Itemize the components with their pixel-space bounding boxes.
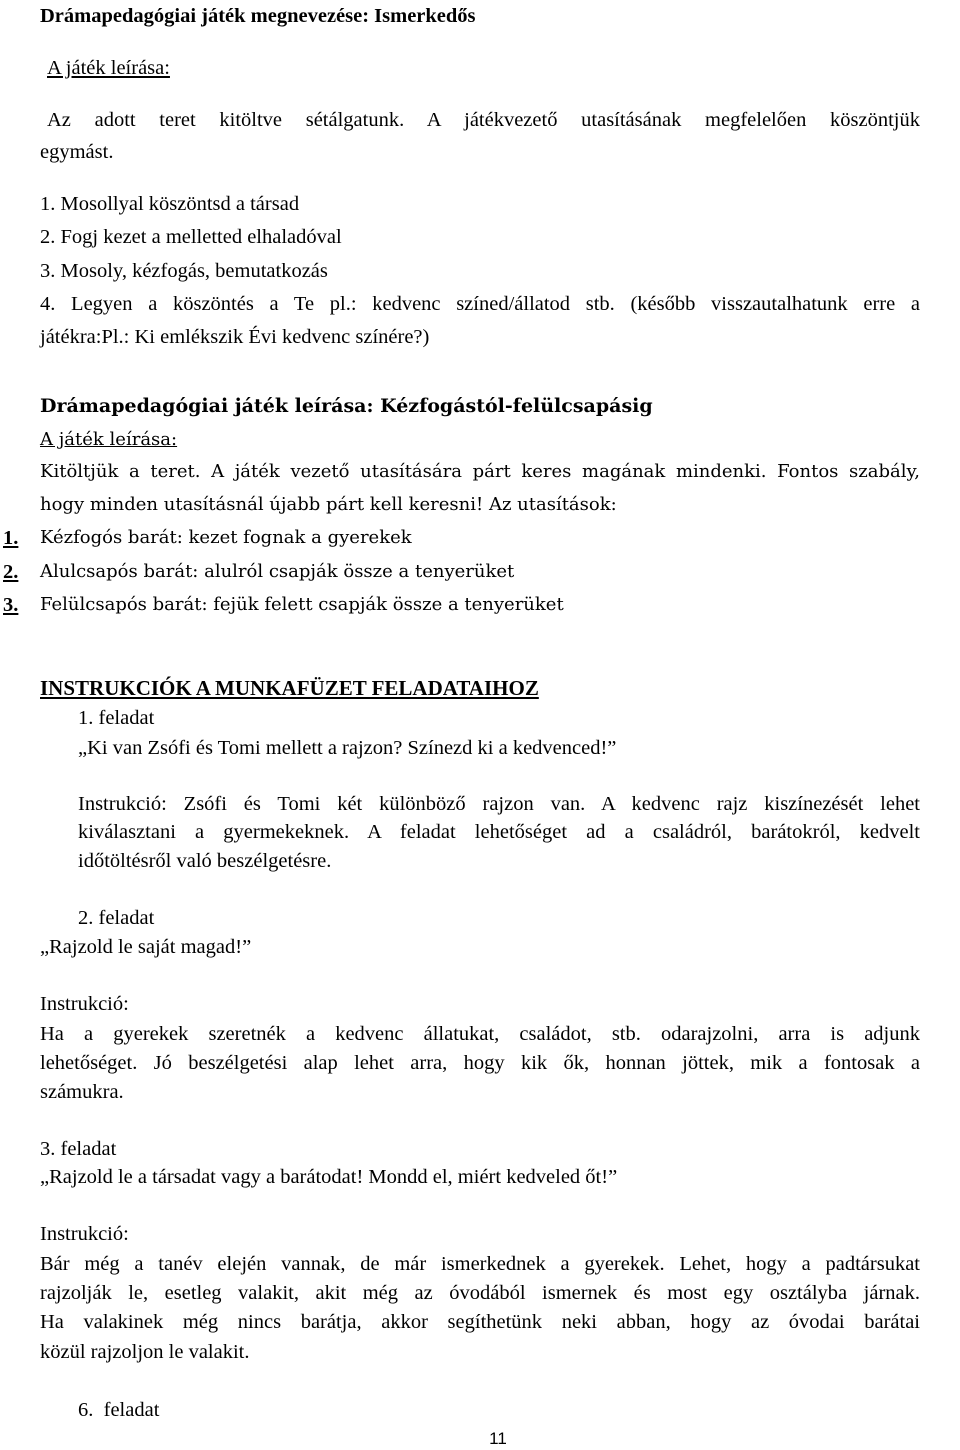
game1-item-3: 3. Mosoly, kézfogás, bemutatkozás <box>40 260 328 282</box>
game1-item-1: 1. Mosollyal köszöntsd a társad <box>40 193 300 215</box>
game2-line2: hogy minden utasításnál újabb párt kell keresni! Az utasítások: <box>40 494 617 515</box>
game1-item-2: 2. Fogj kezet a melletted elhaladóval <box>40 226 342 248</box>
game2-item-1-number: 1. <box>3 527 19 549</box>
game1-title: Drámapedagógiai játék megnevezése: Ismerkedős <box>40 5 476 27</box>
task1-instruction-label: Instrukció: <box>78 793 167 815</box>
task3-instruction-label: Instrukció: <box>40 1223 129 1245</box>
game1-item-4-cont: játékra:Pl.: Ki emlékszik Évi kedvenc színére?) <box>40 326 430 348</box>
task1-instruction-line1 <box>78 792 920 816</box>
game2-item-3-number: 3. <box>3 594 19 616</box>
game1-desc-line1: Az adott teret kitöltve sétálgatunk. A játékvezető utasításának megfelelően köszöntjük <box>47 109 920 131</box>
task1-instruction-line2: kiválasztani a gyermekeknek. A feladat lehetőséget ad a családról, barátokról, kedvelt <box>78 821 920 843</box>
task3-instruction-line2: rajzolják le, esetleg valakit, akit még az óvodából ismernek és most egy osztályba járnak. <box>40 1282 920 1304</box>
game2-item-3: Felülcsapós barát: fejük felett csapják össze a tenyerüket <box>40 594 564 615</box>
task2-instruction-label: Instrukció: <box>40 993 129 1015</box>
game1-desc-label: A játék leírása: <box>47 57 170 79</box>
task1-instruction-text: Zsófi és Tomi két különböző rajzon van. A kedvenc rajz kiszínezését lehet <box>166 793 920 815</box>
game1-desc-line2: egymást. <box>40 141 114 163</box>
task1-label: 1. feladat <box>78 707 155 729</box>
task3-instruction-line1: Bár még a tanév elején vannak, de már ismerkednek a gyerekek. Lehet, hogy a padtársukat <box>40 1253 920 1275</box>
task2-quote: „Rajzold le saját magad!” <box>40 936 252 958</box>
task1-instruction-line3: időtöltésről való beszélgetésre. <box>78 850 332 872</box>
game1-item-4: 4. Legyen a köszöntés a Te pl.: kedvenc színed/állatod stb. (később visszautalhatunk erre a <box>40 293 920 315</box>
game2-item-1: Kézfogós barát: kezet fognak a gyerekek <box>40 527 412 548</box>
task2-instruction-line1: Ha a gyerekek szeretnék a kedvenc állatukat, családot, stb. odarajzolni, arra is adjunk <box>40 1023 920 1045</box>
game2-desc-label: A játék leírása: <box>40 429 178 450</box>
task2-label: 2. feladat <box>78 907 155 929</box>
task2-instruction-line2: lehetőséget. Jó beszélgetési alap lehet arra, hogy kik ők, honnan jöttek, mik a fontosak a <box>40 1052 920 1074</box>
game2-line1: Kitöltjük a teret. A játék vezető utasítására párt keres magának mindenki. Fontos szabály, <box>40 461 920 482</box>
task3-instruction-line4: közül rajzoljon le valakit. <box>40 1341 250 1363</box>
page-number: 11 <box>489 1429 507 1448</box>
instructions-heading: INSTRUKCIÓK A MUNKAFÜZET FELADATAIHOZ <box>40 676 539 700</box>
task3-instruction-line3: Ha valakinek még nincs barátja, akkor segíthetünk neki abban, hogy az óvodai barátai <box>40 1311 920 1333</box>
task6-label: 6. feladat <box>78 1399 160 1421</box>
game2-item-2: Alulcsapós barát: alulról csapják össze a tenyerüket <box>40 561 515 582</box>
task1-quote: „Ki van Zsófi és Tomi mellett a rajzon? Színezd ki a kedvenced!” <box>78 737 617 759</box>
task3-quote: „Rajzold le a társadat vagy a barátodat! Mondd el, miért kedveled őt!” <box>40 1166 618 1188</box>
game2-title: Drámapedagógiai játék leírása: Kézfogástól-felülcsapásig <box>40 395 653 417</box>
task3-label: 3. feladat <box>40 1138 117 1160</box>
task2-instruction-line3: számukra. <box>40 1081 124 1103</box>
game2-item-2-number: 2. <box>3 561 19 583</box>
